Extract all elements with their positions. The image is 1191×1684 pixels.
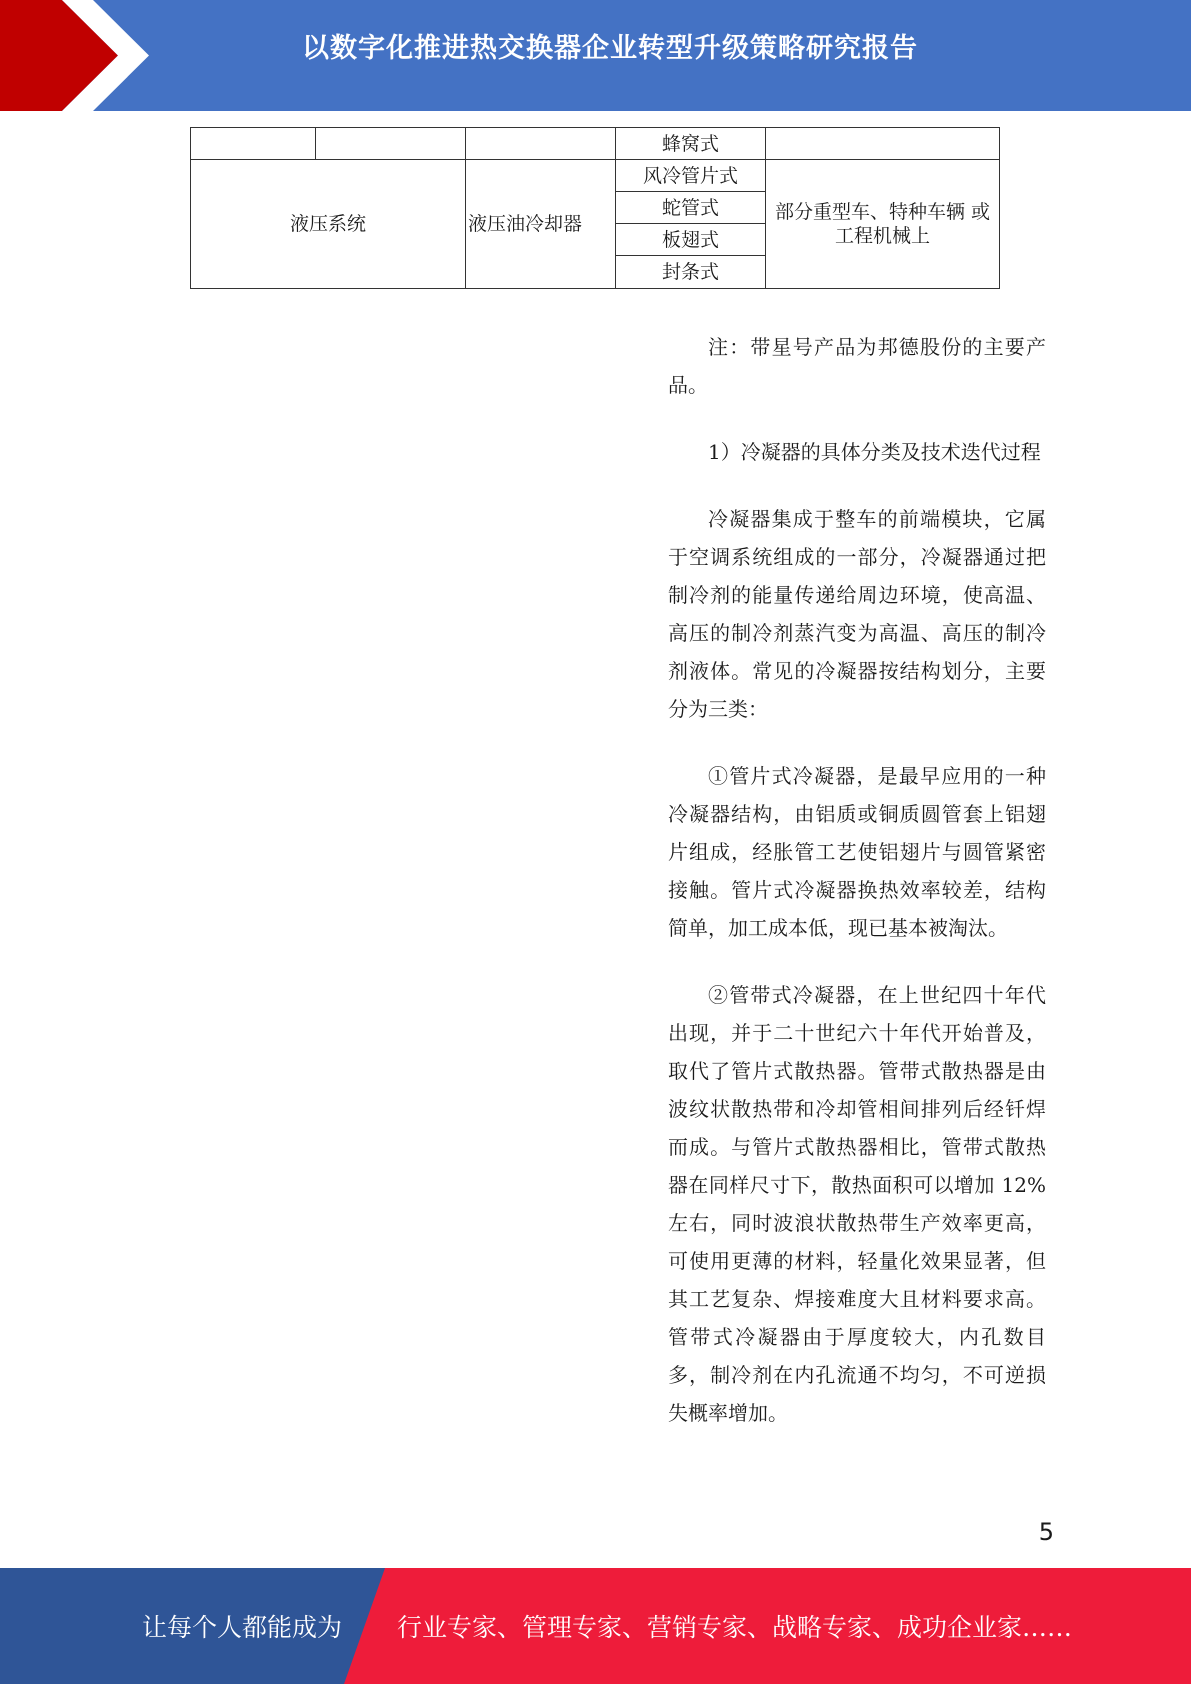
section-heading: 1）冷凝器的具体分类及技术迭代过程 xyxy=(708,440,1041,464)
table-cell xyxy=(466,128,616,160)
paragraph: ②管带式冷凝器，在上世纪四十年代出现，并于二十世纪六十年代开始普及，取代了管片式散热器。管带式散热器是由波纹状散热带和冷却管相间排列后经钎焊而成。与管片式散热器相比，管带式散热器在同样尺寸下，散热面积可以增加 12%左右，同时波浪状散热带生产效率更高，可使用更薄的材料，轻量化效果显著，但其工艺复杂、焊接难度大且材料要求高。管带式冷凝器由于厚度较大，内孔数目多，制冷剂在内孔流通不均匀，不可逆损失概率增加。 xyxy=(668,983,1046,1425)
table-cell xyxy=(316,128,466,160)
note-paragraph: 注：带星号产品为邦德股份的主要产品。 xyxy=(668,335,1046,397)
report-title: 以数字化推进热交换器企业转型升级策略研究报告 xyxy=(302,33,918,64)
page-header xyxy=(0,0,1191,111)
table-cell xyxy=(191,128,316,160)
table-cell-product: 液压油冷却器 xyxy=(466,160,616,289)
table-row xyxy=(191,160,1000,192)
table-cell-system: 液压系统 xyxy=(191,160,466,289)
table-cell-type: 封条式 xyxy=(616,256,766,289)
table-cell-application: 部分重型车、特种车辆 或工程机械上 xyxy=(766,160,1000,289)
footer-slogan-left: 让每个人都能成为 xyxy=(142,1613,343,1642)
page-number: 5 xyxy=(1038,1518,1054,1546)
body-text xyxy=(668,328,1046,1461)
table-cell-type: 板翅式 xyxy=(616,224,766,256)
table-cell-type: 风冷管片式 xyxy=(616,160,766,192)
page-footer xyxy=(0,1568,1191,1684)
table-cell xyxy=(766,128,1000,160)
table-row xyxy=(191,128,1000,160)
footer-slogan-right: 行业专家、管理专家、营销专家、战略专家、成功企业家…… xyxy=(397,1613,1073,1642)
paragraph: ①管片式冷凝器，是最早应用的一种冷凝器结构，由铝质或铜质圆管套上铝翅片组成，经胀管工艺使铝翅片与圆管紧密接触。管片式冷凝器换热效率较差，结构简单，加工成本低，现已基本被淘汰。 xyxy=(668,764,1046,940)
table-cell-type: 蛇管式 xyxy=(616,192,766,224)
table-cell-type: 蜂窝式 xyxy=(616,128,766,160)
paragraph: 冷凝器集成于整车的前端模块，它属于空调系统组成的一部分，冷凝器通过把制冷剂的能量传递给周边环境，使高温、高压的制冷剂蒸汽变为高温、高压的制冷剂液体。常见的冷凝器按结构划分，主要分为三类： xyxy=(668,507,1046,721)
product-classification-table xyxy=(190,127,1000,289)
header-arrow-decoration xyxy=(0,0,180,111)
